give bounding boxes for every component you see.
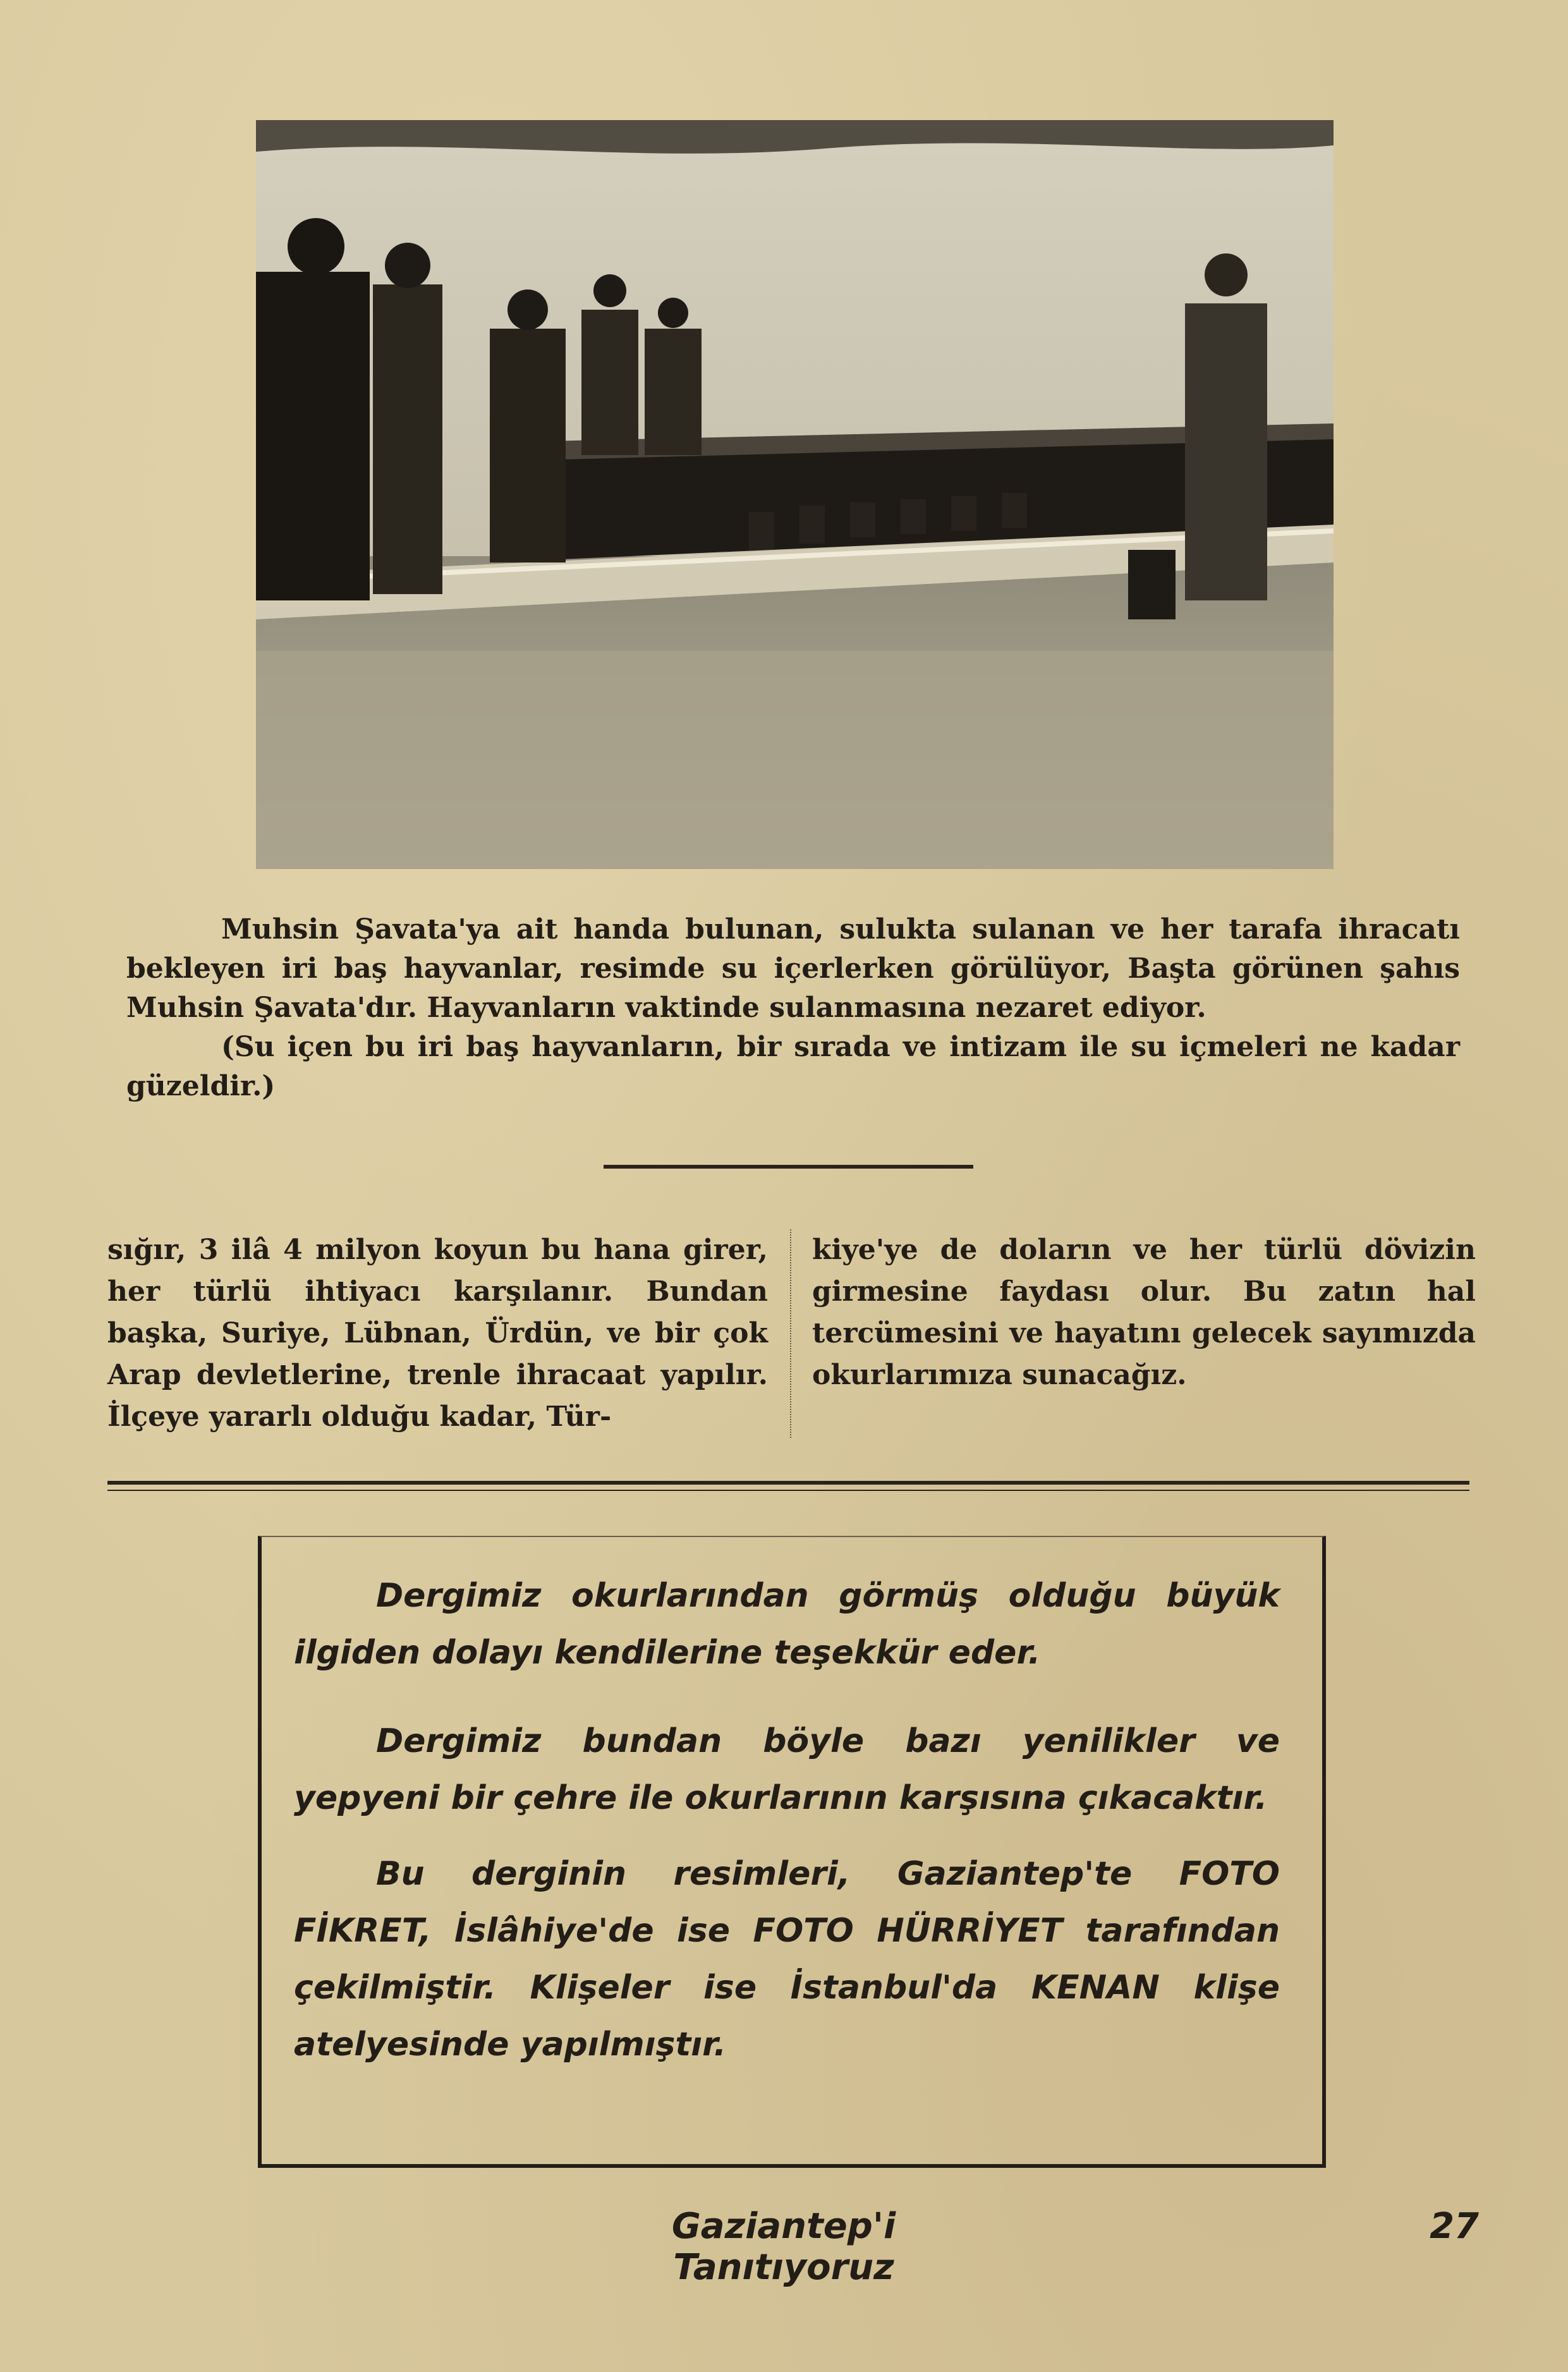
article-left-column: sığır, 3 ilâ 4 milyon koyun bu hana girer, her türlü ihtiyacı karşılanır. Bundan başka, Suriye, Lübnan, Ürdün, ve bir çok Arap devletlerine, trenle ihracaat yapılır. İlçeye yararlı olduğu kadar, Tür- xyxy=(107,1234,768,1433)
page-number: 27 xyxy=(1430,2206,1479,2247)
caption-paragraph-1: Muhsin Şavata'ya ait handa bulunan, sulukta sulanan ve her tarafa ihracatı bekleyen iri baş hayvanlar, resimde su içerlerken görülüyor, Başta görünen şahıs Muhsin Şavata'dır. Hayvanların vaktinde sulanmasına nezaret ediyor. xyxy=(126,913,1460,1024)
divider-rule xyxy=(604,1165,973,1169)
caption-paragraph-2: (Su içen bu iri baş hayvanların, bir sırada ve intizam ile su içmeleri ne kadar güzeldir.) xyxy=(126,1031,1460,1102)
notice-paragraph-thanks: Dergimiz okurlarından görmüş olduğu büyük ilgiden dolayı kendilerine teşekkür eder. xyxy=(294,1577,1280,1672)
article-right-column: kiye'ye de doların ve her türlü dövizin girmesine faydası olur. Bu zatın hal tercümesini ve hayatını gelecek sayımızda okurlarımıza sunacağız. xyxy=(812,1234,1476,1391)
photograph-icon xyxy=(256,120,1334,869)
photo-caption xyxy=(126,910,1460,1106)
footer-title: Gaziantep'i Tanıtıyoruz xyxy=(671,2206,896,2288)
notice-paragraph-credits: Bu derginin resimleri, Gaziantep'te FOTO FİKRET, İslâhiye'de ise FOTO HÜRRİYET tarafından çekilmiştir. Klişeler ise İstanbul'da KENAN klişe atelyesinde yapılmıştır. xyxy=(294,1855,1280,2064)
notice-paragraph-news: Dergimiz bundan böyle bazı yenilikler ve yepyeni bir çehre ile okurlarının karşısına çıkacaktır. xyxy=(294,1722,1280,1817)
photograph-livestock-trough xyxy=(256,120,1334,869)
section-rule-thick xyxy=(107,1481,1469,1485)
section-rule-thin xyxy=(107,1490,1469,1491)
column-divider xyxy=(790,1229,793,1438)
